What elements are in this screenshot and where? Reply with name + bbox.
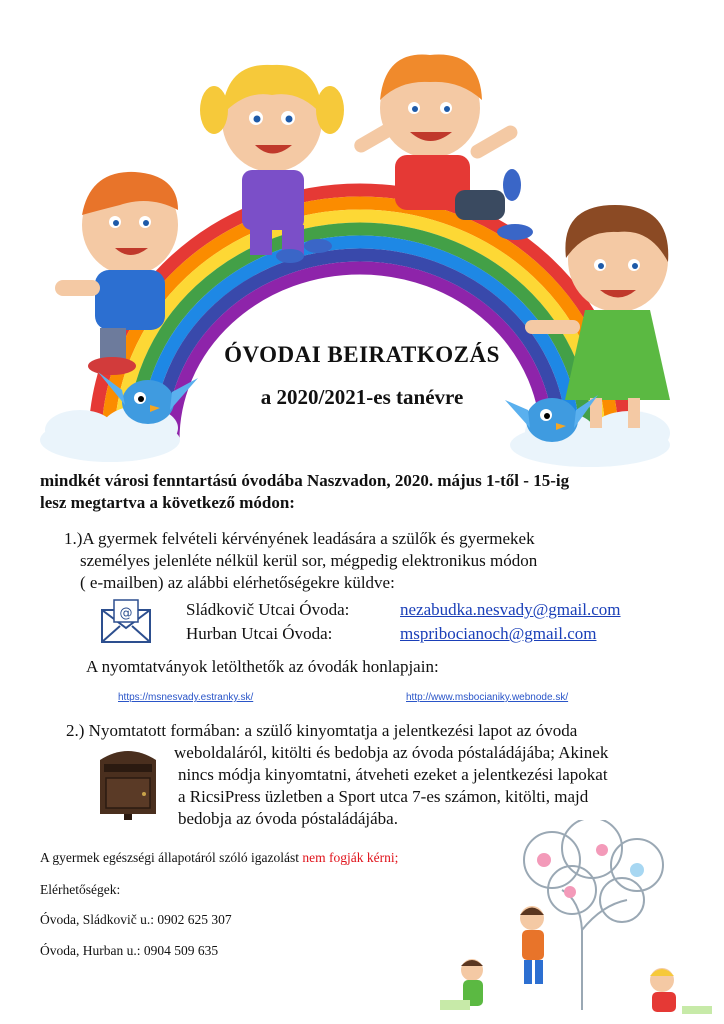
section-1-line-2: személyes jelenléte nélkül kerül sor, mégpedig elektronikus módon [80,551,538,570]
section-2-line-2: weboldaláról, kitölti és bedobja az óvoda póstaládájába; Akinek [174,743,609,762]
section-2-line-4: a RicsiPress üzletben a Sport utca 7-es számon, kitölti, majd [178,787,589,806]
mailbox-icon [96,744,160,820]
page-subtitle: a 2020/2021-es tanévre [260,385,464,409]
phone-1: Óvoda, Sládkovič u.: 0902 625 307 [40,912,232,927]
children-painting-illustration [432,820,718,1020]
page-title: ÓVODAI BEIRATKOZÁS [224,342,500,367]
intro-line-1: mindkét városi fenntartású óvodába Naszvadon, 2020. május 1-től - 15-ig [40,471,570,490]
envelope-icon [100,598,152,644]
contact-email-2[interactable]: mspribocianoch@gmail.com [400,624,597,643]
intro-text [40,470,680,514]
section-1-text [64,528,664,594]
contact-name-1: Sládkovič Utcai Óvoda: [186,600,350,619]
phone-2: Óvoda, Hurban u.: 0904 509 635 [40,943,219,958]
section-1-line-3: ( e-mailben) az alábbi elérhetőségekre küldve: [80,573,395,592]
health-note-text: A gyermek egészségi állapotáról szóló igazolást [40,850,303,865]
svg-text:@: @ [119,606,133,621]
contacts-label: Elérhetőségek: [40,882,121,897]
child-painter-1 [520,906,544,984]
intro-line-2: lesz megtartva a következő módon: [40,493,295,512]
health-note-red: nem fogják kérni; [302,850,399,865]
website-link-1[interactable]: https://msnesvady.estranky.sk/ [118,692,254,703]
child-painter-2 [461,959,483,1006]
contact-name-2: Hurban Utcai Óvoda: [186,624,333,643]
health-note [40,850,398,866]
section-2-line-1: 2.) Nyomtatott formában: a szülő kinyomtatja a jelentkezési lapot az óvoda [66,721,578,740]
section-1-line-1: 1.)A gyermek felvételi kérvényének leadására a szülők és gyermekek [64,529,535,548]
section-2-line-5: bedobja az óvoda póstaládájába. [178,809,398,828]
contact-email-1[interactable]: nezabudka.nesvady@gmail.com [400,600,621,619]
section-2-line-3: nincs módja kinyomtatni, átveheti ezeket a jelentkezési lapokat [178,765,608,784]
downloads-text: A nyomtatványok letölthetők az óvodák honlapjain: [86,657,439,676]
child-painter-3 [650,968,676,1012]
website-link-2[interactable]: http://www.msbocianiky.webnode.sk/ [406,692,569,703]
